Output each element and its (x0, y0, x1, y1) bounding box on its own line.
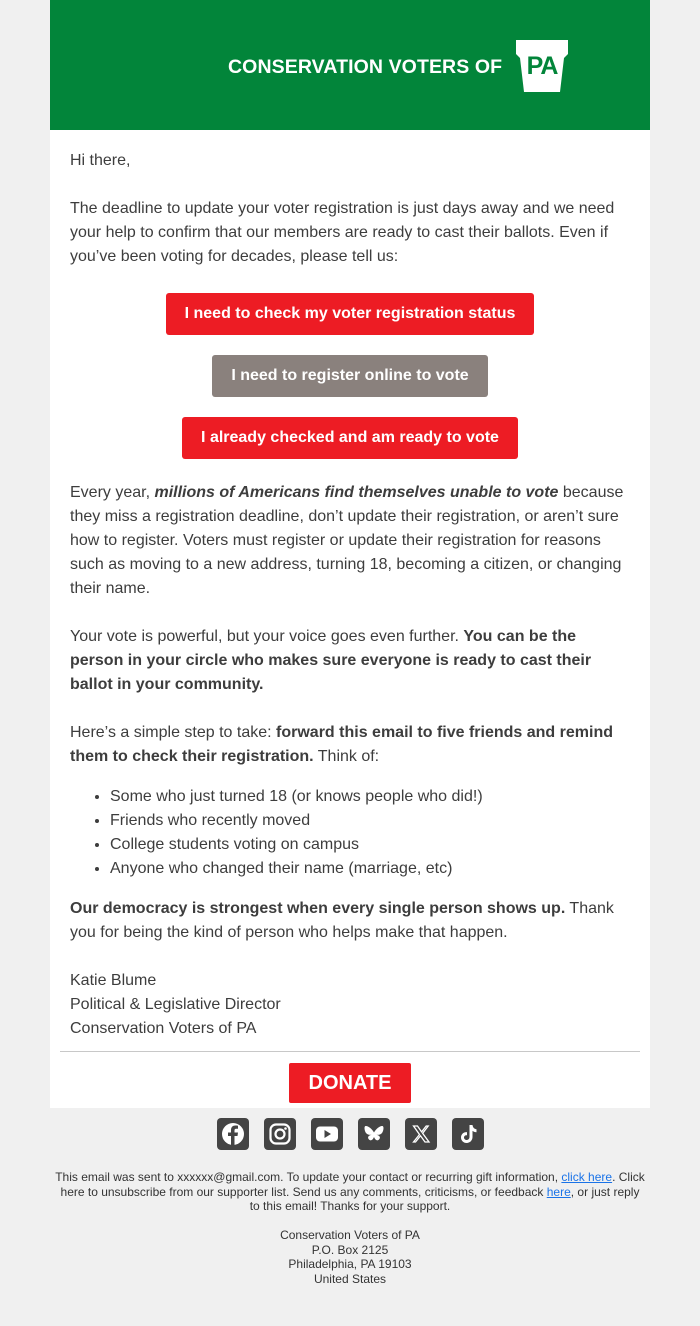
ready-to-vote-button[interactable]: I already checked and am ready to vote (182, 417, 518, 459)
donate-button[interactable]: DONATE (289, 1063, 411, 1103)
check-registration-button[interactable]: I need to check my voter registration status (166, 293, 535, 335)
signature (70, 969, 630, 1041)
list-item: • Friends who recently moved (110, 809, 630, 833)
emphasis-text: millions of Americans find themselves unable to vote (154, 484, 559, 501)
address-org: Conservation Voters of PA (280, 1228, 420, 1242)
logo-text: CONSERVATION VOTERS OF (228, 56, 503, 78)
list-item: • Some who just turned 18 (or knows people who did!) (110, 785, 630, 809)
intro-paragraph: The deadline to update your voter registration is just days away and we need your help to confirm that our members are ready to cast their ballots. Even if you’ve been voting for decades, please tell us: (70, 200, 615, 265)
x-icon[interactable] (405, 1118, 437, 1150)
list-item: • Anyone who changed their name (marriage, etc) (110, 857, 630, 881)
divider (60, 1051, 640, 1052)
email-header (50, 0, 650, 130)
logo-badge: PA (526, 52, 558, 80)
paragraph-step: Here’s a simple step to take: forward this email to five friends and remind them to check their registration. Think of: (70, 724, 613, 765)
address-box: P.O. Box 2125 (311, 1242, 389, 1257)
email-content (70, 149, 630, 1041)
keystone-icon (512, 40, 572, 92)
tiktok-icon[interactable] (452, 1118, 484, 1150)
bluesky-icon[interactable] (358, 1118, 390, 1150)
footer-text: This email was sent to xxxxxx@gmail.com. To update your contact or recurring gift information, click here. Click here to unsubscribe from our supporter list. Send us any comments, criticisms, or feedback here, or just reply to this email! Thanks for your support. (55, 1170, 645, 1213)
facebook-icon[interactable] (217, 1118, 249, 1150)
signature-name: Katie Blume (70, 972, 157, 989)
address-city: Philadelphia, PA 19103 (288, 1257, 412, 1271)
email-body-card (50, 130, 650, 1108)
youtube-icon[interactable] (311, 1118, 343, 1150)
paragraph-millions: Every year, millions of Americans find themselves unable to vote because they miss a registration deadline, don’t update their registration, or aren’t sure how to register. Voters must register or update their registration for reasons such as moving to a new address, turning 18, becoming a citizen, or changing their name. (70, 484, 624, 597)
instagram-icon[interactable] (264, 1118, 296, 1150)
friends-list (70, 785, 630, 881)
list-item: • College students voting on campus (110, 833, 630, 857)
register-online-button[interactable]: I need to register online to vote (212, 355, 487, 397)
mailing-address (150, 1228, 550, 1286)
cvpa-logo[interactable] (228, 40, 578, 92)
address-country: United States (313, 1271, 387, 1286)
feedback-link[interactable]: here (546, 1184, 571, 1199)
paragraph-voice: Your vote is powerful, but your voice goes even further. You can be the person in your circle who makes sure everyone is ready to cast their ballot in your community. (70, 628, 592, 693)
update-info-link[interactable]: click here (561, 1170, 613, 1184)
signature-title: Political & Legislative Director (70, 996, 281, 1013)
social-icons (217, 1118, 485, 1150)
paragraph-democracy: Our democracy is strongest when every single person shows up. Thank you for being the kind of person who helps make that happen. (70, 900, 614, 941)
greeting: Hi there, (70, 152, 131, 169)
signature-org: Conservation Voters of PA (70, 1020, 257, 1037)
